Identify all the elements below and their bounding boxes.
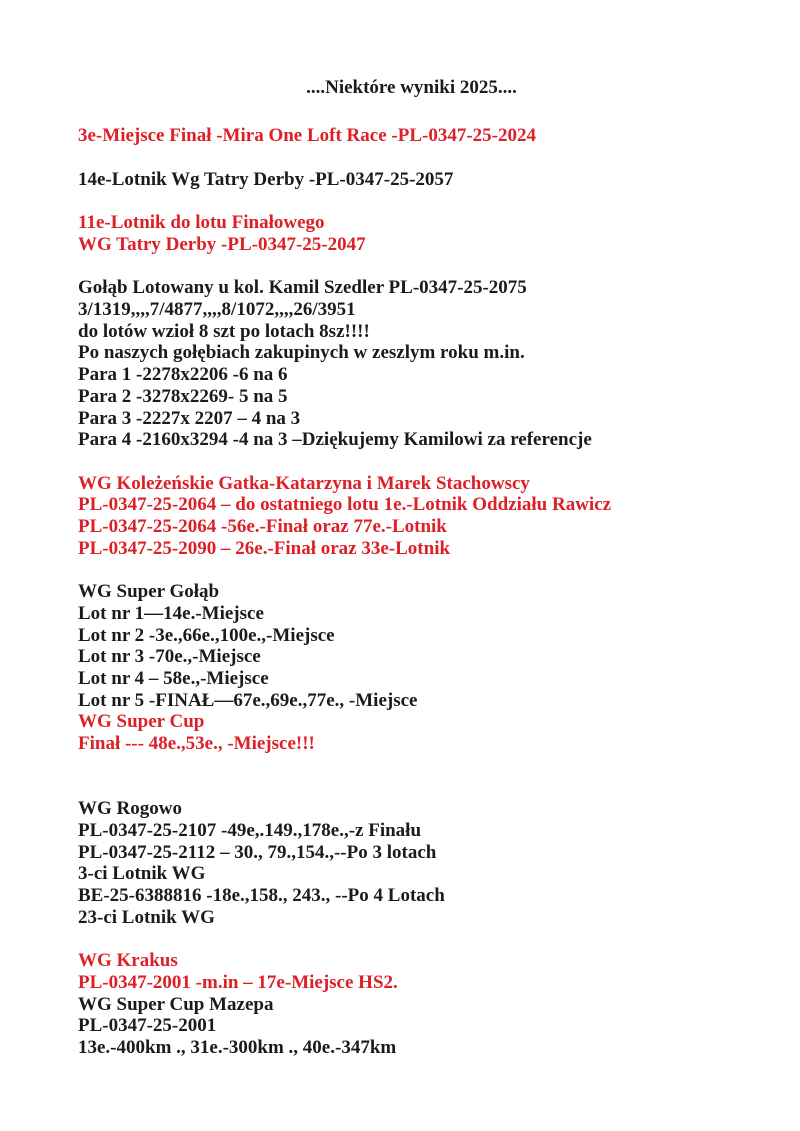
text-line: Po naszych gołębiach zakupinych w zeszlym roku m.in. — [78, 342, 525, 364]
text-line: Finał --- 48e.,53e., -Miejsce!!! — [78, 733, 315, 755]
text-line: Para 4 -2160x3294 -4 na 3 –Dziękujemy Kamilowi za referencje — [78, 429, 592, 451]
blank-line — [78, 777, 745, 799]
text-line: WG Rogowo — [78, 798, 182, 820]
text-line: PL-0347-25-2090 – 26e.-Finał oraz 33e-Lotnik — [78, 537, 451, 559]
text-line: WG Super Cup — [78, 711, 205, 733]
blank-line — [78, 559, 745, 581]
text-line: PL-0347-2001 -m.in – 17e-Miejsce HS2. — [78, 971, 398, 993]
text-line: do lotów wzioł 8 szt po lotach 8sz!!!! — [78, 320, 370, 342]
blank-line — [78, 451, 745, 473]
text-line: 23-ci Lotnik WG — [78, 906, 215, 928]
text-line: 11e-Lotnik do lotu Finałowego — [78, 212, 325, 234]
blank-line — [78, 104, 745, 126]
text-line: 3/1319,,,,7/4877,,,,8/1072,,,,26/3951 — [78, 299, 356, 321]
text-line: WG Koleżeńskie Gatka-Katarzyna i Marek Stachowscy — [78, 472, 530, 494]
text-line: PL-0347-25-2112 – 30., 79.,154.,--Po 3 lotach — [78, 841, 437, 863]
text-line: 3-ci Lotnik WG — [78, 863, 206, 885]
text-line: Lot nr 2 -3e.,66e.,100e.,-Miejsce — [78, 624, 335, 646]
text-line: PL-0347-25-2064 – do ostatniego lotu 1e.-Lotnik Oddziału Rawicz — [78, 494, 612, 516]
text-line: WG Super Cup Mazepa — [78, 993, 274, 1015]
text-line: Lot nr 4 – 58e.,-Miejsce — [78, 667, 269, 689]
text-line: 3e-Miejsce Finał -Mira One Loft Race -PL-0347-25-2024 — [78, 125, 536, 147]
blank-line — [78, 755, 745, 777]
text-line: PL-0347-25-2107 -49e,.149.,178e.,-z Finału — [78, 819, 422, 841]
text-line: Para 2 -3278x2269- 5 na 5 — [78, 385, 288, 407]
text-line: Lot nr 5 -FINAŁ—67e.,69e.,77e., -Miejsce — [78, 689, 418, 711]
document-title: ....Niektóre wyniki 2025.... — [306, 77, 517, 98]
blank-line — [78, 191, 745, 213]
text-line: 13e.-400km ., 31e.-300km ., 40e.-347km — [78, 1036, 397, 1058]
blank-line — [78, 928, 745, 950]
text-line: Gołąb Lotowany u kol. Kamil Szedler PL-0347-25-2075 — [78, 277, 527, 299]
blank-line — [78, 256, 745, 278]
text-line: Lot nr 3 -70e.,-Miejsce — [78, 646, 261, 668]
text-line: BE-25-6388816 -18e.,158., 243., --Po 4 Lotach — [78, 885, 445, 907]
text-line: Lot nr 1—14e.-Miejsce — [78, 602, 264, 624]
text-line: PL-0347-25-2001 — [78, 1015, 217, 1037]
text-line: Para 3 -2227x 2207 – 4 na 3 — [78, 407, 301, 429]
blank-line — [78, 147, 745, 169]
text-line: WG Super Gołąb — [78, 581, 220, 603]
text-line: WG Krakus — [78, 950, 178, 972]
text-line: 14e-Lotnik Wg Tatry Derby -PL-0347-25-2057 — [78, 168, 454, 190]
text-line: Para 1 -2278x2206 -6 na 6 — [78, 364, 288, 386]
text-line: WG Tatry Derby -PL-0347-25-2047 — [78, 233, 366, 255]
text-line: PL-0347-25-2064 -56e.-Finał oraz 77e.-Lotnik — [78, 516, 447, 538]
